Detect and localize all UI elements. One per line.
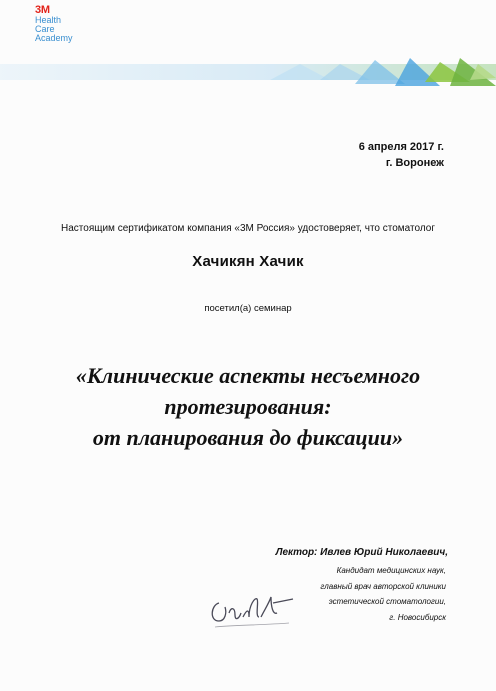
lecturer-credential-3: эстетической стоматологии, bbox=[328, 597, 446, 606]
decorative-banner bbox=[0, 58, 496, 86]
lecturer-credential-1: Кандидат медицинских наук, bbox=[336, 566, 446, 575]
logo-brand: 3M bbox=[35, 4, 50, 16]
certificate-city: г. Воронеж bbox=[385, 157, 444, 169]
seminar-title bbox=[0, 360, 496, 453]
lecturer-credential-4: г. Новосибирск bbox=[389, 613, 446, 622]
recipient-name: Хачикян Хачик bbox=[192, 253, 304, 270]
seminar-title-line-2: протезирования: bbox=[164, 394, 332, 419]
seminar-title-line-1: «Клинические аспекты несъемного bbox=[75, 363, 421, 388]
3m-logo bbox=[35, 5, 73, 43]
certificate-date: 6 апреля 2017 г. bbox=[358, 141, 444, 153]
lecturer-name: Лектор: Ивлев Юрий Николаевич, bbox=[275, 547, 448, 558]
lecturer-credential-2: главный врач авторской клиники bbox=[320, 582, 446, 591]
logo-line-1: Health bbox=[35, 15, 62, 25]
seminar-title-line-3: от планирования до фиксации» bbox=[92, 425, 404, 450]
logo-line-3: Academy bbox=[35, 33, 73, 43]
logo-line-2: Care bbox=[35, 24, 55, 34]
attended-text: посетил(а) семинар bbox=[204, 303, 292, 314]
certificate-intro: Настоящим сертификатом компания «3М Россия» удостоверяет, что стоматолог bbox=[61, 223, 435, 234]
handwritten-signature bbox=[205, 583, 300, 633]
